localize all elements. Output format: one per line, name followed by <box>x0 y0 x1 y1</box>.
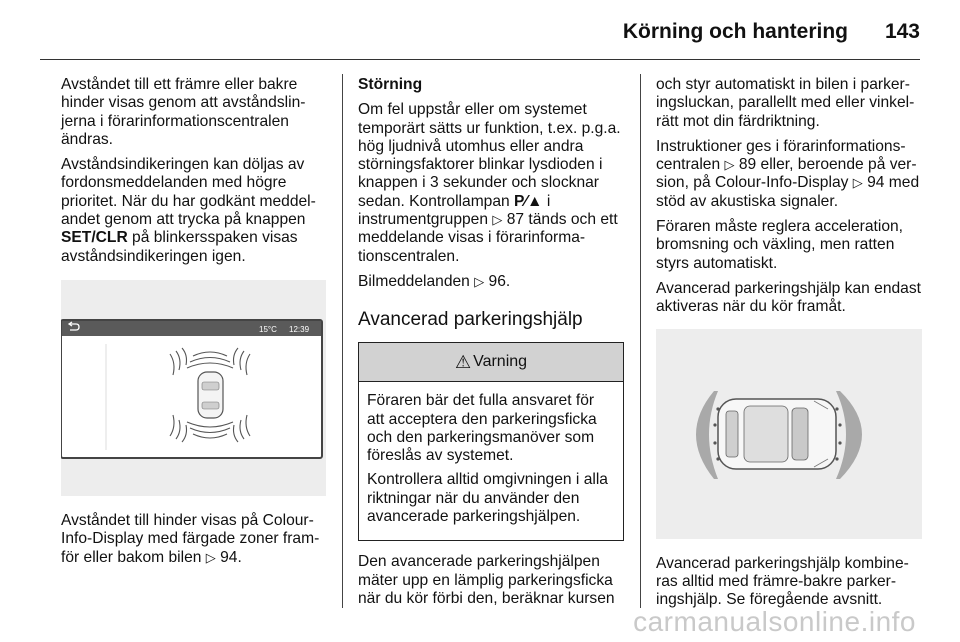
figure-caption: Avancerad parkeringshjälp kombineras alltid med främre-bakre parkeringshjälp. Se föregående avsnitt. <box>656 554 909 609</box>
set-clr-button-name: SET/CLR <box>61 229 128 247</box>
paragraph: Instruktioner ges i förarinformationscentralen ▷ 89 eller, beroende på version, på Colour-Info-Display ▷ 94 med stöd av akustiska signaler. <box>656 137 920 210</box>
paragraph: Avståndet till ett främre eller bakre hinder visas genom att avståndslinjerna i förarinformationscentralen ändras. <box>61 76 306 148</box>
warning-icon: ⚠ <box>454 352 472 373</box>
front-detection-zone <box>836 391 862 479</box>
paragraph: Om fel uppstår eller om systemet temporärt sätts ur funktion, t.ex. p.g.a. hög ljudnivå utomhus eller andra störningsfaktorer blinkar lysdioden i knappen i 3 sekunder och slocknar sedan. Kontrollampan P⁄▲ i instrumentgruppen ▷ 87 tänds och ett meddelande visas i förarinformationscentralen. <box>358 101 621 265</box>
page-reference-icon: ▷ <box>852 175 863 191</box>
figure-caption: Avståndet till hinder visas på Colour-Info-Display med färgade zoner framför eller bakom bilen ▷ 94. <box>61 511 320 566</box>
page-reference-icon: ▷ <box>492 212 503 228</box>
car-top-view-icon <box>718 399 836 469</box>
warning-title: Varning <box>473 353 528 371</box>
paragraph: Avståndsindikeringen kan döljas av fordonsmeddelanden med högre prioritet. När du har godkänt meddelandet genom att trycka på knappen SET/CLR på blinkersspaken visas avståndsindikeringen igen. <box>61 156 316 265</box>
warning-box <box>358 342 624 541</box>
parking-display-illustration <box>61 280 326 496</box>
page-reference-icon: ▷ <box>474 273 485 289</box>
clock-readout: 12:39 <box>289 324 310 334</box>
warning-header <box>359 343 623 382</box>
paragraph: Bilmeddelanden ▷ 96. <box>358 272 511 290</box>
parking-indicator-icon: P⁄▲ <box>514 192 543 210</box>
parking-sensor-figure <box>656 329 922 539</box>
column-divider <box>640 74 641 608</box>
fault-heading: Störning <box>358 76 423 93</box>
right-column <box>656 76 922 616</box>
paragraph: Den avancerade parkeringshjälpen mäter upp en lämplig parkeringsficka när du kör förbi den, beräknar kursen <box>358 553 615 607</box>
watermark: carmanualsonline.info <box>633 606 916 637</box>
paragraph: Avancerad parkeringshjälp kan endast aktiveras när du kör framåt. <box>656 279 921 316</box>
warning-paragraph: Föraren bär det fulla ansvaret för att acceptera den parkeringsficka och den parkeringsmanöver som föreslås av systemet. <box>367 392 597 465</box>
parking-display-figure <box>61 280 326 496</box>
parking-sensor-illustration <box>656 329 922 539</box>
warning-body <box>359 382 623 540</box>
page-header <box>0 0 960 62</box>
temperature-readout: 15°C <box>259 324 277 334</box>
column-divider <box>342 74 343 608</box>
left-column <box>61 76 326 574</box>
page-number: 143 <box>884 20 920 43</box>
header-divider <box>40 59 920 60</box>
paragraph: och styr automatiskt in bilen i parkeringsluckan, parallellt med eller vinkelrätt mot din färdriktning. <box>656 76 915 130</box>
chapter-title: Körning och hantering <box>622 20 848 43</box>
paragraph: Föraren måste reglera acceleration, bromsning och växling, men ratten styrs automatiskt. <box>656 218 904 272</box>
rear-detection-zone <box>696 391 718 479</box>
warning-paragraph: Kontrollera alltid omgivningen i alla riktningar när du använder den avancerade parkeringshjälpen. <box>367 471 608 526</box>
page-reference-icon: ▷ <box>205 549 216 565</box>
section-heading: Avancerad parkeringshjälp <box>358 309 583 331</box>
page-reference-icon: ▷ <box>724 157 735 173</box>
middle-column <box>358 76 624 615</box>
car-top-view-icon <box>198 372 223 418</box>
